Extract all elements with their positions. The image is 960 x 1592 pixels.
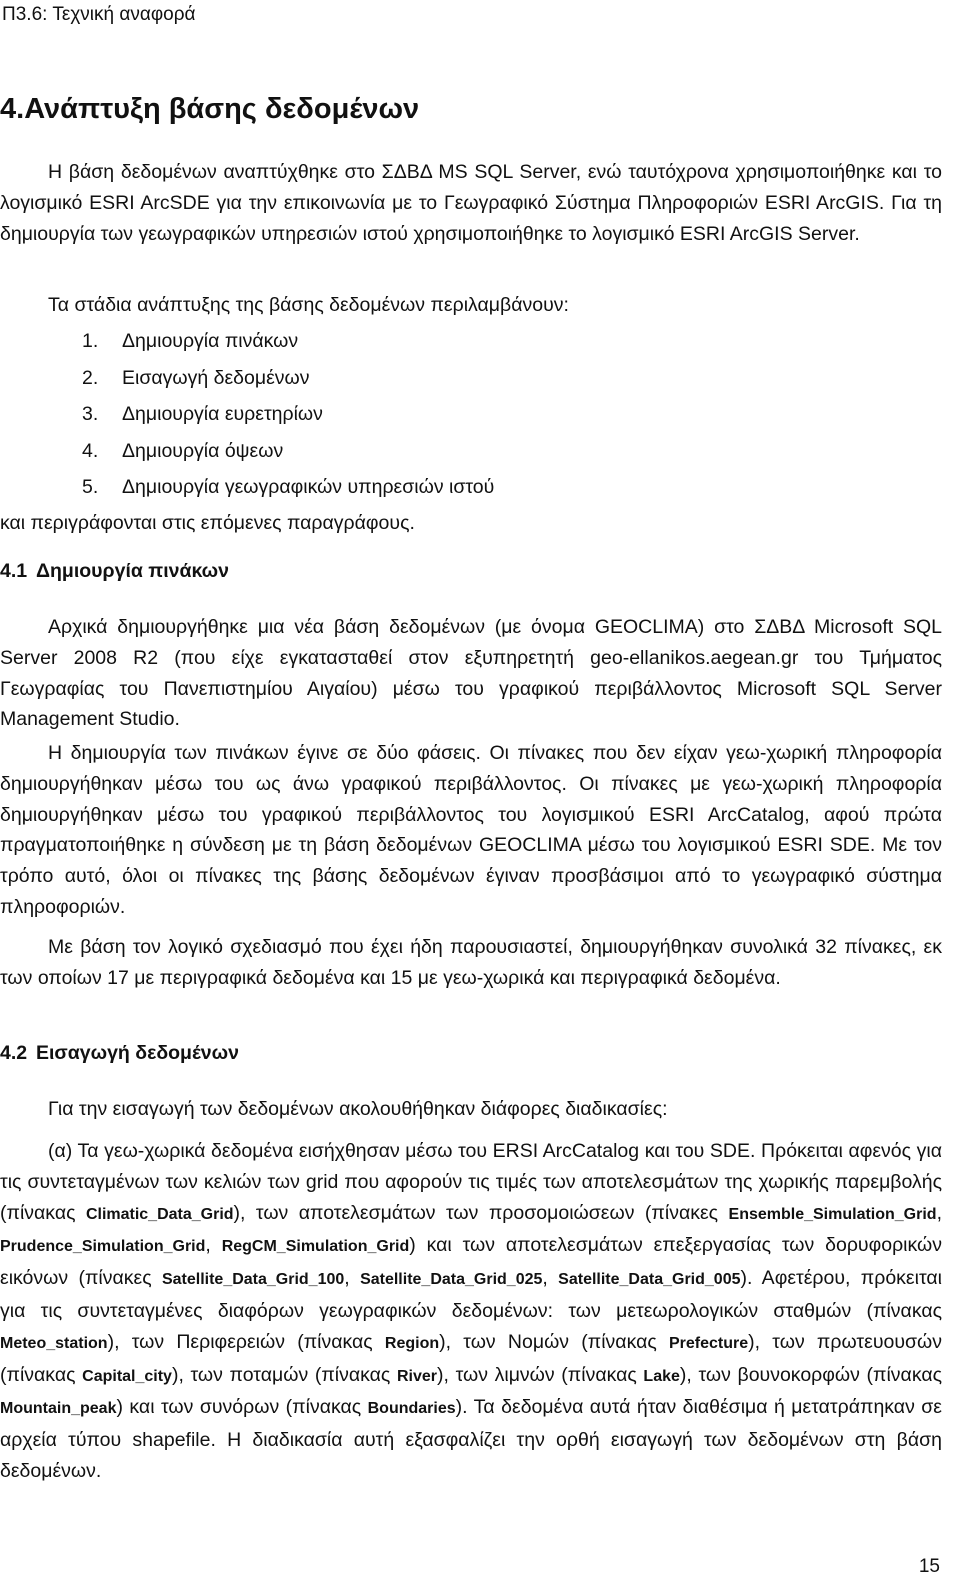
- table-name: Climatic_Data_Grid: [85, 1205, 234, 1223]
- chapter-heading: [0, 93, 419, 126]
- section-4-1-heading: 4.1 Δημιουργία πινάκων: [0, 560, 229, 582]
- table-name: Mountain_peak: [0, 1400, 117, 1418]
- section-4-2-paragraph-2: (α) Τα γεω-χωρικά δεδομένα εισήχθησαν μέσω του ERSI ArcCatalog και του SDE. Πρόκειται αφενός για τις συντεταγμένων των κελιών των grid που αφορούν τις τιμές των αποτελεσμάτων της χωρικής παρεμβολής (πίνακας Climatic_Data_Grid), των αποτελεσμάτων των προσομοιώσεων (πίνακες Ensemble_Simulation_Grid, Prudence_Simulation_Grid, RegCM_Simulation_Grid) και των αποτελεσμάτων επεξεργασίας των δορυφορικών εικόνων (πίνακες Satellite_Data_Grid_100, Satellite_Data_Grid_025, Satellite_Data_Grid_005). Αφετέρου, πρόκειται για τις συντεταγμένες διαφόρων γεωγραφικών δεδομένων: των μετεωρολογικών σταθμών (πίνακας Meteo_station), των Περιφερειών (πίνακας Region), των Νομών (πίνακας Prefecture), των πρωτευουσών (πίνακας Capital_city), των ποταμών (πίνακας River), των λιμνών (πίνακας Lake), των βουνοκορφών (πίνακας Mountain_peak) και των συνόρων (πίνακας Boundaries). Τα δεδομένα αυτά ήταν διαθέσιμα ή μετατράπηκαν σε αρχεία τύπου shapefile. Η διαδικασία αυτή εξασφαλίζει την ορθή εισαγωγή των δεδομένων στη βάση δεδομένων.: [0, 1140, 943, 1482]
- section-4-1-paragraph-3: Με βάση τον λογικό σχεδιασμό που έχει ήδη παρουσιαστεί, δημιουργήθηκαν συνολικά 32 πίνακες, εκ των οποίων 17 με περιγραφικά δεδομένα και 15 με γεω-χωρικά και περιγραφικά δεδομένα.: [0, 936, 942, 989]
- page-number: 15: [918, 1556, 940, 1577]
- table-name: Satellite_Data_Grid_005: [558, 1271, 741, 1289]
- list-item: 3. Δημιουργία ευρετηρίων: [82, 403, 323, 425]
- table-name: Lake: [643, 1367, 680, 1385]
- table-name: Satellite_Data_Grid_025: [360, 1271, 543, 1289]
- intro-paragraph: Η βάση δεδομένων αναπτύχθηκε στο ΣΔΒΔ MS SQL Server, ενώ ταυτόχρονα χρησιμοποιήθηκε και το λογισμικό ESRI ArcSDE για την επικοινωνία με το Γεωγραφικό Σύστημα Πληροφοριών ESRI ArcGIS. Για τη δημιουργία των γεωγραφικών υπηρεσιών ιστού χρησιμοποιήθηκε το λογισμικό ESRI ArcGIS Server.: [0, 161, 942, 245]
- page-header: Π3.6: Τεχνική αναφορά: [2, 4, 196, 25]
- chapter-number: 4.: [0, 93, 25, 125]
- section-4-2-heading: 4.2 Εισαγωγή δεδομένων: [0, 1042, 239, 1064]
- table-name: Region: [384, 1334, 440, 1352]
- list-item: 4. Δημιουργία όψεων: [82, 439, 284, 462]
- section-4-2-paragraph-1: Για την εισαγωγή των δεδομένων ακολουθήθηκαν διάφορες διαδικασίες:: [48, 1098, 668, 1120]
- table-name: River: [396, 1367, 438, 1385]
- table-name: Prefecture: [669, 1334, 749, 1352]
- stages-intro: Τα στάδια ανάπτυξης της βάσης δεδομένων περιλαμβάνουν:: [48, 294, 569, 316]
- table-name: Meteo_station: [0, 1334, 108, 1352]
- list-item: 1. Δημιουργία πινάκων: [82, 330, 299, 352]
- table-name: Boundaries: [367, 1400, 456, 1418]
- list-item: 2. Εισαγωγή δεδομένων: [82, 366, 310, 389]
- section-4-1-paragraph-1: Αρχικά δημιουργήθηκε μια νέα βάση δεδομένων (με όνομα GEOCLIMA) στο ΣΔΒΔ Microsoft SQL Server 2008 R2 (που είχε εγκατασταθεί στον εξυπηρετητή geo-ellanikos.aegean.gr του Τμήματος Γεωγραφίας του Πανεπιστημίου Αιγαίου) μέσω του γραφικού περιβάλλοντος Microsoft SQL Server Management Studio.: [0, 616, 942, 731]
- table-name: Satellite_Data_Grid_100: [161, 1271, 345, 1289]
- table-name: Ensemble_Simulation_Grid: [728, 1205, 937, 1223]
- section-4-1-paragraph-2: Η δημιουργία των πινάκων έγινε σε δύο φάσεις. Οι πίνακες που δεν είχαν γεω-χωρική πληροφορία δημιουργήθηκαν μέσω του ως άνω γραφικού περιβάλλοντος. Οι πίνακες με γεω-χωρική πληροφορία δημιουργήθηκαν μέσω του γραφικού περιβάλλοντος του λογισμικού ESRI ArcCatalog, αφού πρώτα πραγματοποιήθηκε η σύνδεση με τη βάση δεδομένων GEOCLIMA μέσω του λογισμικού ESRI SDE. Με τον τρόπο αυτό, όλοι οι πίνακες της βάσης δεδομένων έγιναν προσβάσιμοι από το γεωγραφικό σύστημα πληροφοριών.: [0, 742, 942, 918]
- table-name: RegCM_Simulation_Grid: [221, 1238, 410, 1256]
- stages-outro: και περιγράφονται στις επόμενες παραγράφους.: [0, 512, 415, 534]
- table-name: Prudence_Simulation_Grid: [0, 1238, 206, 1256]
- list-item: 5. Δημιουργία γεωγραφικών υπηρεσιών ιστού: [82, 476, 495, 498]
- table-name: Capital_city: [82, 1367, 172, 1385]
- chapter-title: Ανάπτυξη βάσης δεδομένων: [24, 93, 420, 125]
- stages-list: [82, 326, 494, 509]
